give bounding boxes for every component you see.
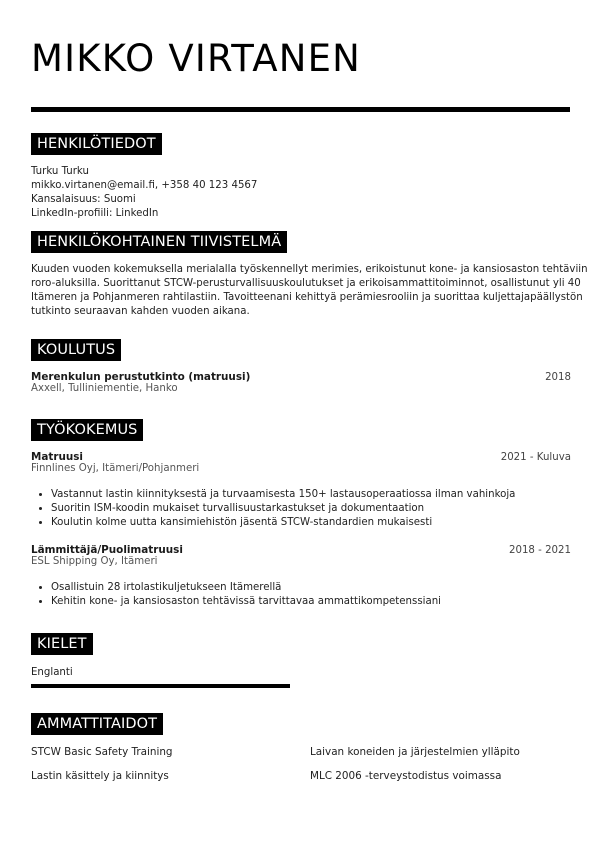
job-achievements [31,581,571,609]
skill-item: Lastin käsittely ja kiinnitys [31,770,169,782]
skills-grid [31,745,571,783]
job-dates: 2021 - Kuluva [500,452,571,463]
skill-item: STCW Basic Safety Training [31,746,173,758]
job-title: Matruusi [31,451,83,463]
job-achievements [31,488,571,530]
linkedin-profile: LinkedIn-profiili: LinkedIn [31,208,159,219]
school-name: Axxell, Tulliniementie, Hanko [31,383,178,394]
summary-line: Itämeren ja Pohjanmeren rahtilastiin. Tavoitteenani kehittyä perämiesrooliin ja suorittaa kuljettajapäällystön [31,292,583,303]
section-heading-summary: HENKILÖKOHTAINEN TIIVISTELMÄ [31,231,287,253]
job-title: Lämmittäjä/Puolimatruusi [31,544,183,556]
education-entry [31,371,571,394]
achievement-item: • Vastannut lastin kiinnityksestä ja turvaamisesta 150+ lastausoperaatiossa ilman vahinkoja [51,488,571,502]
summary-line: Kuuden vuoden kokemuksella merialalla työskennellyt merimies, erikoistunut kone- ja kansiosaston tehtäviin [31,264,588,275]
degree-title: Merenkulun perustutkinto (matruusi) [31,371,251,383]
achievement-item: • Koulutin kolme uutta kansimiehistön jäsentä STCW-standardien mukaisesti [51,516,571,530]
skill-item: Laivan koneiden ja järjestelmien ylläpito [310,746,520,758]
achievement-item: • Kehitin kone- ja kansiosaston tehtävissä tarvittavaa ammattikompetenssiani [51,595,571,609]
skill-item: MLC 2006 -terveystodistus voimassa [310,770,502,782]
company-name: ESL Shipping Oy, Itämeri [31,556,158,567]
language-item: Englanti [31,667,73,678]
candidate-name: MIKKO VIRTANEN [31,37,362,80]
achievement-item: • Suoritin ISM-koodin mukaiset turvallisuustarkastukset ja dokumentaation [51,502,571,516]
personal-info [31,165,571,221]
achievement-item: • Osallistuin 28 irtolastikuljetukseen Itämerellä [51,581,571,595]
summary-text [31,263,588,319]
section-heading-personal: HENKILÖTIEDOT [31,133,162,155]
section-heading-experience: TYÖKOKEMUS [31,419,143,441]
section-heading-education: KOULUTUS [31,339,121,361]
company-name: Finnlines Oyj, Itämeri/Pohjanmeri [31,463,200,474]
section-heading-languages: KIELET [31,633,93,655]
experience-entry [31,544,571,609]
graduation-year: 2018 [545,372,571,383]
section-heading-skills: AMMATTITAIDOT [31,713,163,735]
language-list [31,666,571,680]
contact-info: mikko.virtanen@email.fi, +358 40 123 4567 [31,180,258,191]
summary-line: roro-aluksilla. Suorittanut STCW-perusturvallisuuskoulutukset ja erikoisammattitoiminnot, osallistunut yli 40 [31,278,581,289]
languages-divider [31,684,290,688]
job-dates: 2018 - 2021 [508,545,571,556]
location: Turku Turku [31,166,89,177]
nationality: Kansalaisuus: Suomi [31,194,136,205]
summary-line: tutkinto seuraavan kahden vuoden aikana. [31,306,250,317]
experience-entry [31,451,571,530]
header-divider [31,107,570,112]
